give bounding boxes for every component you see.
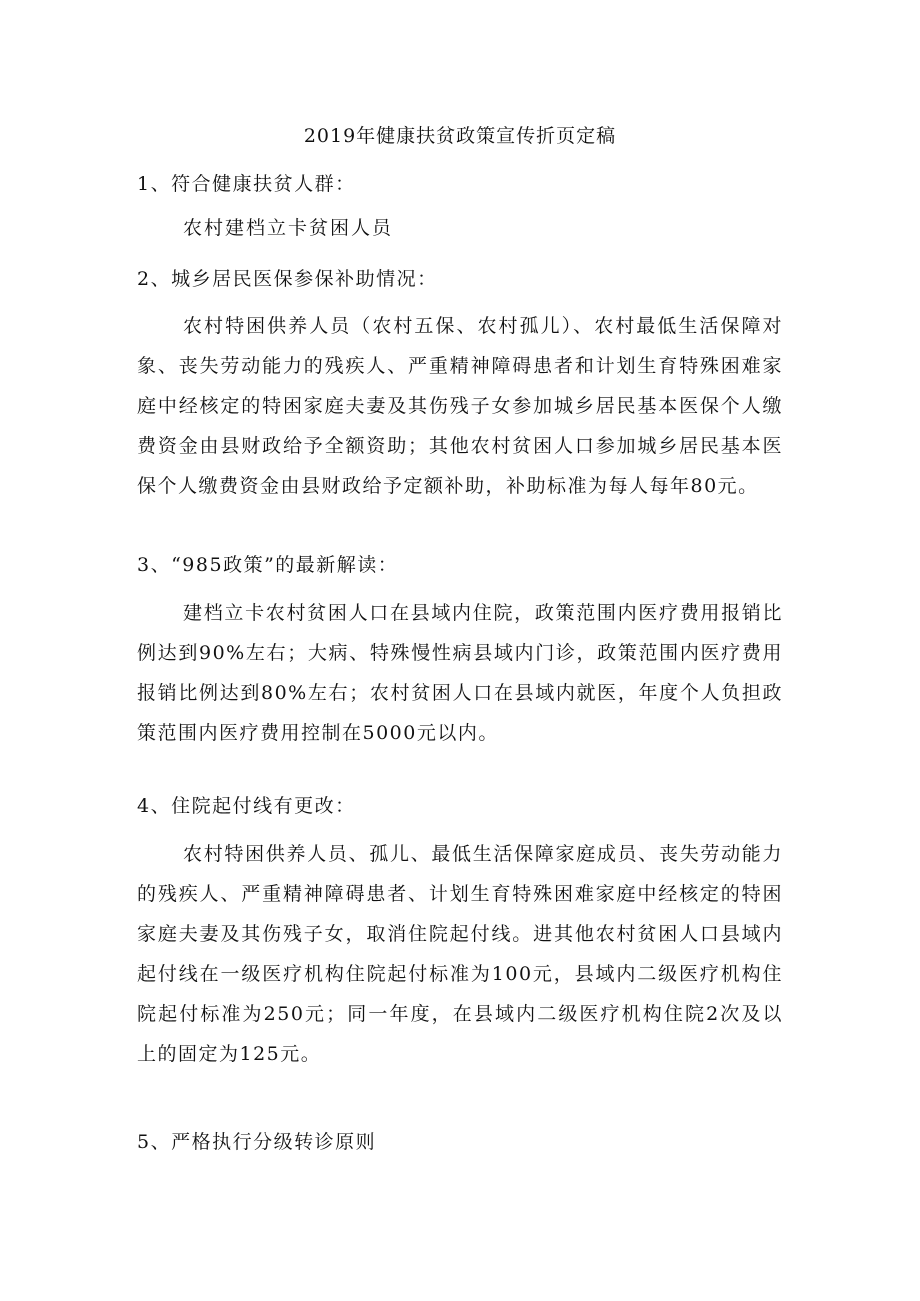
section-2-heading: 2、城乡居民医保参保补助情况：	[137, 268, 438, 290]
document-title: 2019年健康扶贫政策宣传折页定稿	[303, 125, 617, 147]
section-4-body: 农村特困供养人员、孤儿、最低生活保障家庭成员、丧失劳动能力的残疾人、严重精神障碍患者、计划生育特殊困难家庭中经核定的特困家庭夫妻及其伤残子女，取消住院起付线。进其他农村贫困人口县域内起付线在一级医疗机构住院起付标准为100元，县域内二级医疗机构住院起付标准为250元；同一年度，在县域内二级医疗机构住院2次及以上的固定为125元。	[137, 843, 783, 1065]
section-1-heading: 1、符合健康扶贫人群：	[137, 173, 356, 195]
section-3-heading: 3、“985政策”的最新解读：	[137, 554, 399, 576]
section-4-heading: 4、住院起付线有更改：	[137, 795, 356, 817]
section-5-heading: 5、严格执行分级转诊原则	[137, 1131, 377, 1153]
section-1-body: 农村建档立卡贫困人员	[183, 217, 394, 239]
section-2-body: 农村特困供养人员（农村五保、农村孤儿）、农村最低生活保障对象、丧失劳动能力的残疾人、严重精神障碍患者和计划生育特殊困难家庭中经核定的特困家庭夫妻及其伤残子女参加城乡居民基本医保个人缴费资金由县财政给予全额资助；其他农村贫困人口参加城乡居民基本医保个人缴费资金由县财政给予定额补助，补助标准为每人每年80元。	[137, 315, 783, 497]
section-3-body: 建档立卡农村贫困人口在县域内住院，政策范围内医疗费用报销比例达到90%左右；大病、特殊慢性病县域内门诊，政策范围内医疗费用报销比例达到80%左右；农村贫困人口在县域内就医，年度个人负担政策范围内医疗费用控制在5000元以内。	[137, 602, 783, 744]
